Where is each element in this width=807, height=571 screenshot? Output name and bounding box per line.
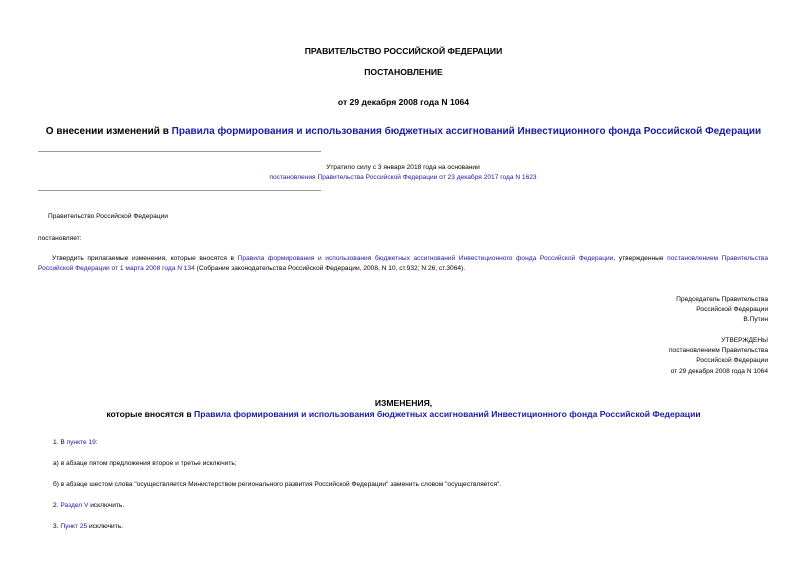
para-rules-link[interactable]: Правила формирования и использования бюджетных ассигнований Инвестиционного фонда Российской Федерации [237, 255, 614, 262]
issuer-text: Правительство Российской Федерации [48, 213, 168, 220]
divider-top [38, 151, 321, 152]
para-suffix: (Собрание законодательства Российской Федерации, 2008, N 10, ст.932; N 26, ст.3064). [194, 265, 466, 272]
document-date-number: от 29 декабря 2008 года N 1064 [337, 97, 470, 107]
resolves-text: постановляет: [38, 235, 82, 242]
status-note-link[interactable]: постановления Правительства Российской Федерации от 23 декабря 2017 года N 1623 [269, 174, 537, 181]
item-2-prefix: 2. [53, 502, 61, 509]
item-3-link[interactable]: Пункт 25 [60, 523, 88, 530]
item-2 [53, 501, 124, 511]
para-prefix: Утвердить прилагаемые изменения, которые вносятся в [52, 255, 238, 262]
approved-line-1: УТВЕРЖДЕНЫ [721, 337, 768, 344]
changes-rules-link[interactable]: Правила формирования и использования бюджетных ассигнований Инвестиционного фонда Российской Федерации [194, 409, 701, 419]
divider-bottom [38, 190, 321, 191]
government-name: ПРАВИТЕЛЬСТВО РОССИЙСКОЙ ФЕДЕРАЦИИ [304, 46, 503, 56]
approved-block [669, 336, 768, 377]
main-paragraph [38, 254, 768, 274]
changes-sub-prefix: которые вносятся в [106, 409, 195, 419]
changes-heading: ИЗМЕНЕНИЯ, [374, 398, 433, 408]
item-2-link[interactable]: Раздел V [60, 502, 89, 509]
signature-name: В.Путин [743, 316, 768, 324]
item-1-link[interactable]: пункте 19 [66, 439, 96, 446]
document-title [0, 126, 807, 137]
item-b: б) в абзаце шестом слова "осуществляется Министерством регионального развития Российской Федерации" заменить словом "осуществляется". [53, 481, 502, 488]
para-decree-link[interactable]: постановлением Правительства Российской Федерации от 1 марта 2008 года N 134 [38, 255, 768, 272]
item-3-prefix: 3. [53, 523, 61, 530]
status-note [38, 163, 768, 183]
changes-subheading [0, 409, 807, 419]
approved-line-2: постановлением Правительства [668, 347, 768, 355]
item-1-suffix: : [95, 439, 98, 446]
item-1 [53, 438, 98, 448]
item-3 [53, 522, 123, 532]
item-1-prefix: 1. В [53, 439, 67, 446]
item-3-suffix: исключить. [87, 523, 123, 530]
para-mid: , утвержденные [613, 255, 668, 262]
signature-block [676, 295, 768, 326]
signature-line-1: Председатель Правительства [676, 296, 768, 303]
approved-line-4: от 29 декабря 2008 года N 1064 [670, 367, 768, 375]
status-note-text: Утратило силу с 3 января 2018 года на основании [326, 164, 480, 171]
item-a: а) в абзаце пятом предложения второе и третье исключить; [53, 460, 237, 467]
title-prefix: О внесении изменений в [45, 126, 172, 137]
signature-line-2: Российской Федерации [696, 306, 768, 314]
title-rules-link[interactable]: Правила формирования и использования бюджетных ассигнований Инвестиционного фонда Российской Федерации [171, 126, 762, 137]
document-type: ПОСТАНОВЛЕНИЕ [364, 67, 443, 77]
approved-line-3: Российской Федерации [696, 357, 768, 365]
item-2-suffix: исключить. [88, 502, 125, 509]
